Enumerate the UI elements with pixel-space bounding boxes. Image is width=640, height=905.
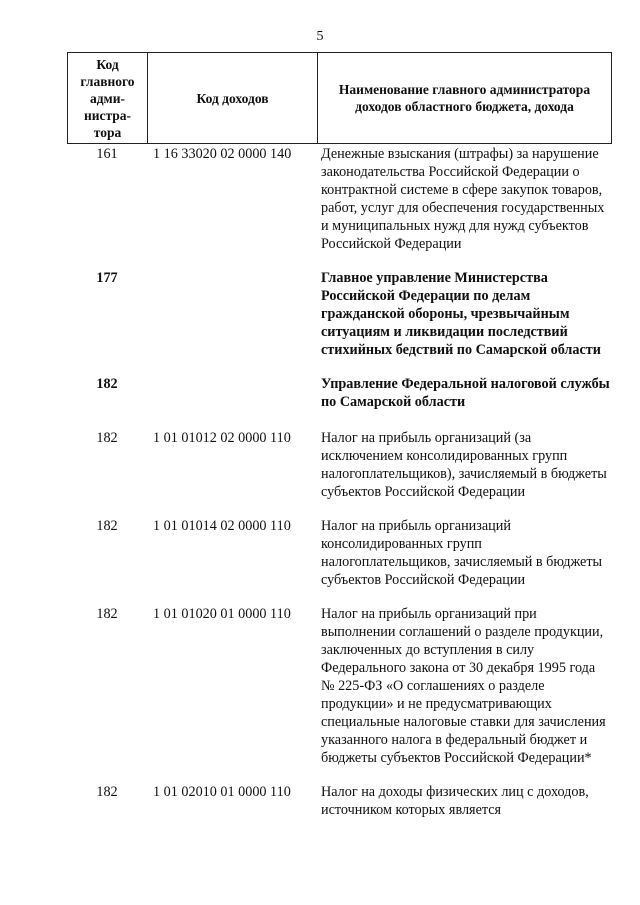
administrator-name: Управление Федеральной налоговой службы по Самарской области xyxy=(321,376,610,410)
administrator-name: Главное управление Министерства Российской Федерации по делам гражданской обороны, чрезвычайным ситуациям и ликвидации последствий стихийных бедствий по Самарской области xyxy=(321,270,601,358)
table-row xyxy=(67,605,612,767)
page-number: 5 xyxy=(316,29,324,44)
header-admin-code: Код главного адми-нистра-тора xyxy=(68,53,148,143)
revenue-name: Налог на прибыль организаций при выполнении соглашений о разделе продукции, заключенных до вступления в силу Федерального закона от 30 декабря 1995 года № 225-ФЗ «О соглашениях о разделе продукции» и не предусматривающих специальные налоговые ставки для зачисления указанного налога в федеральный бюджет и бюджеты субъектов Российской Федерации* xyxy=(321,606,606,766)
revenue-code: 1 01 01020 01 0000 110 xyxy=(153,606,291,622)
admin-code: 182 xyxy=(96,430,118,446)
admin-code: 177 xyxy=(96,270,118,286)
table-header xyxy=(67,52,612,144)
revenue-code: 1 01 02010 01 0000 110 xyxy=(153,784,291,800)
table-row xyxy=(67,375,612,411)
revenue-code: 1 01 01012 02 0000 110 xyxy=(153,430,291,446)
admin-code: 182 xyxy=(96,784,118,800)
revenue-name: Налог на прибыль организаций консолидированных групп налогоплательщиков, зачисляемый в бюджеты субъектов Российской Федерации xyxy=(321,518,603,588)
admin-code: 161 xyxy=(96,146,118,162)
revenue-code: 1 01 01014 02 0000 110 xyxy=(153,518,291,534)
admin-code: 182 xyxy=(96,606,118,622)
revenue-administrators-table xyxy=(67,52,612,819)
table-row xyxy=(67,145,612,253)
revenue-name: Налог на прибыль организаций (за исключением консолидированных групп налогоплательщиков), зачисляемый в бюджеты субъектов Российской Федерации xyxy=(321,430,607,500)
admin-code: 182 xyxy=(96,376,118,392)
table-row xyxy=(67,783,612,819)
header-name: Наименование главного администратора доходов областного бюджета, дохода xyxy=(338,82,591,114)
revenue-name: Денежные взыскания (штрафы) за нарушение законодательства Российской Федерации о контрактной системе в сфере закупок товаров, работ, услуг для обеспечения государственных и муниципальных нужд для нужд субъектов Российской Федерации xyxy=(321,146,605,252)
table-row xyxy=(67,517,612,589)
revenue-code xyxy=(147,269,321,359)
revenue-name: Налог на доходы физических лиц с доходов, источником которых является xyxy=(321,784,589,818)
table-row xyxy=(67,269,612,359)
revenue-code: 1 16 33020 02 0000 140 xyxy=(153,146,292,162)
table-row xyxy=(67,429,612,501)
admin-code: 182 xyxy=(96,518,118,534)
revenue-code xyxy=(147,375,321,411)
header-revenue-code: Код доходов xyxy=(148,53,318,143)
